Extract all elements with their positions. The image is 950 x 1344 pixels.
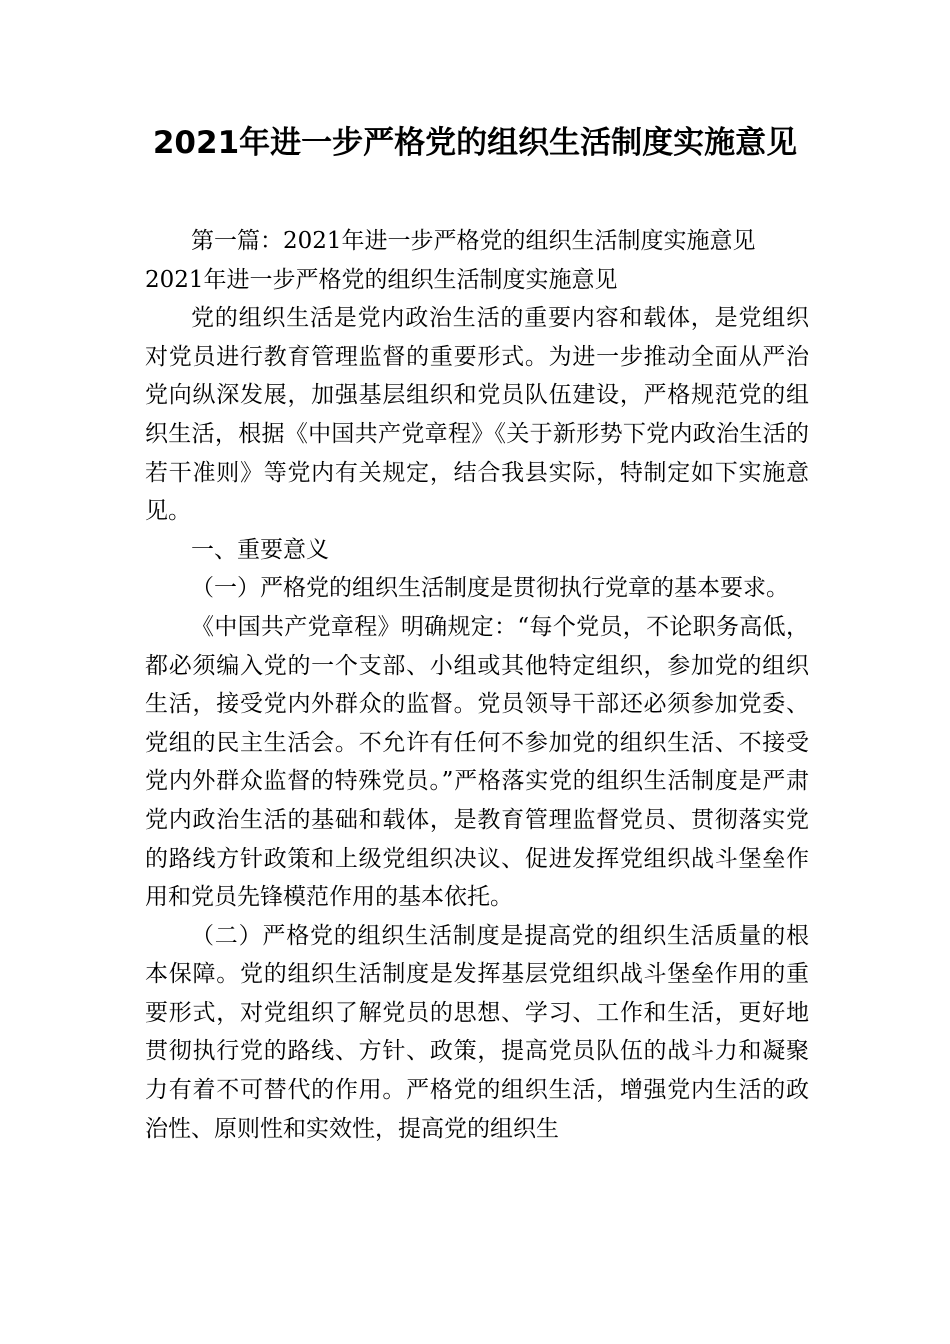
paragraph-subtitle: 2021年进一步严格党的组织生活制度实施意见 [145,266,618,293]
subsection-paragraph-2: （二）严格党的组织生活制度是提高党的组织生活质量的根本保障。党的组织生活制度是发挥基层党组织战斗堡垒作用的重要形式，对党组织了解党员的思想、学习、工作和生活，更好地贯彻执行党的路线、方针、政策，提高党员队伍的战斗力和凝聚力有着不可替代的作用。严格党的组织生活，增强党内生活的政治性、原则性和实效性，提高党的组织生 [145,922,809,1142]
document-body [145,222,809,1148]
paragraph-party-constitution: 《中国共产党章程》明确规定：“每个党员，不论职务高低，都必须编入党的一个支部、小组或其他特定组织，参加党的组织生活，接受党内外群众的监督。党员领导干部还必须参加党委、党组的民主生活会。不允许有任何不参加党的组织生活、不接受党内外群众监督的特殊党员。”严格落实党的组织生活制度是严肃党内政治生活的基础和载体，是教育管理监督党员、贯彻落实党的路线方针政策和上级党组织决议、促进发挥党组织战斗堡垒作用和党员先锋模范作用的基本依托。 [145,613,809,911]
section-heading-importance: 一、重要意义 [191,536,329,563]
document-title: 2021年进一步严格党的组织生活制度实施意见 [152,125,798,161]
paragraph-chapter-heading: 第一篇：2021年进一步严格党的组织生活制度实施意见 [191,228,756,254]
subsection-heading-1: （一）严格党的组织生活制度是贯彻执行党章的基本要求。 [191,575,789,602]
paragraph-intro: 党的组织生活是党内政治生活的重要内容和载体，是党组织对党员进行教育管理监督的重要形式。为进一步推动全面从严治党向纵深发展，加强基层组织和党员队伍建设，严格规范党的组织生活，根据《中国共产党章程》《关于新形势下党内政治生活的若干准则》等党内有关规定，结合我县实际，特制定如下实施意见。 [145,305,809,525]
